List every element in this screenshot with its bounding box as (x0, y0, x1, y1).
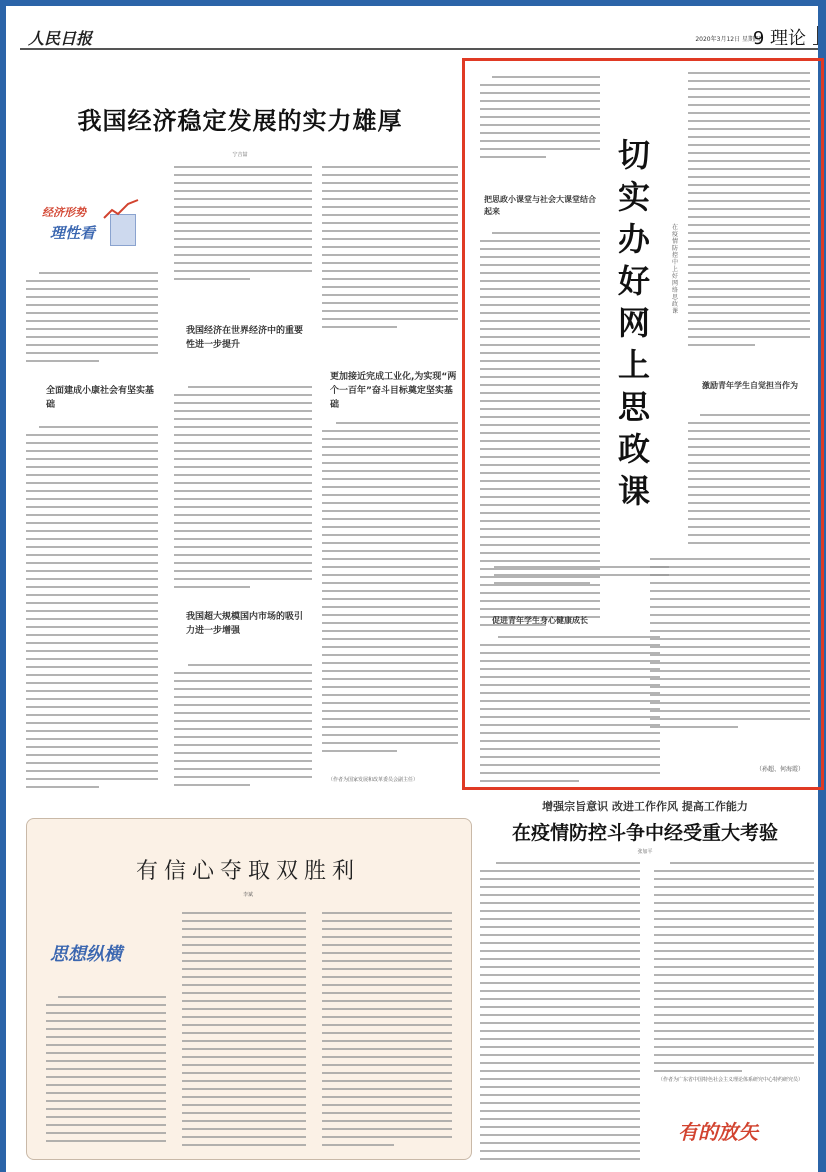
article1-title: 我国经济稳定发展的实力雄厚 (77, 107, 403, 135)
article2-column2b (688, 414, 810, 550)
article4-byline: 李斌 (242, 892, 253, 898)
page-label (753, 24, 806, 50)
article3-title: 在疫情防控斗争中经受重大考验 (511, 822, 778, 844)
page-number: 9 (752, 28, 765, 49)
badge-text: 有的放矢 (678, 1120, 758, 1144)
newspaper-logo: 人民日报 (28, 29, 93, 48)
article3-column2 (654, 862, 814, 1078)
article4-column-badge: 思想纵横 (50, 944, 122, 965)
article4-column1 (46, 996, 166, 1148)
article1-column3 (322, 166, 458, 334)
article4-column3 (322, 912, 452, 1152)
masthead (20, 24, 818, 50)
article1-column2c (174, 664, 312, 792)
article2-subhead-3: 激励青年学生自觉担当作为 (702, 381, 798, 390)
issue-date: 2020年3月12日 星期四 (695, 36, 760, 43)
article1-column2b (174, 386, 312, 594)
article1-subhead-3: 我国超大规模国内市场的吸引力进一步增强 (186, 612, 304, 636)
article2-wide-block (494, 566, 669, 590)
article1-column2 (174, 166, 312, 286)
article3-byline: 张加平 (637, 849, 653, 855)
article1-subhead-1: 全面建成小康社会有坚实基础 (46, 386, 155, 410)
article3-kicker: 增强宗旨意识 改进工作作风 提高工作能力 (542, 800, 748, 813)
article4-title: 有信心夺取双胜利 (135, 859, 360, 884)
section-name: 理论 (770, 28, 806, 49)
article3-column1 (480, 862, 640, 1166)
trend-arrow-icon (102, 198, 142, 222)
article2-column2 (688, 72, 810, 352)
article2-author: （孙超、何海霞） (756, 766, 805, 773)
article1-footnote: （作者为国家发展和改革委员会副主任） (328, 777, 419, 783)
article1-byline: 宁吉喆 (232, 152, 248, 158)
newspaper-page (6, 6, 818, 1172)
article2-subhead-2: 促进青年学生身心健康成长 (492, 616, 588, 625)
article2-column1 (480, 76, 600, 164)
article3-footnote: （作者为广东省中国特色社会主义理论体系研究中心特约研究员） (658, 1077, 804, 1083)
article2-vertical-subtitle: 在疫情防控中上好网络思政课 (672, 224, 679, 315)
corner-bracket (813, 26, 818, 45)
article1-subhead-2: 我国经济在世界经济中的重要性进一步提升 (186, 326, 304, 350)
article2-column1c (480, 636, 660, 788)
article2-subhead-1: 把思政小课堂与社会大课堂结合起来 (484, 195, 596, 216)
article1-column1b (26, 426, 158, 794)
article3-column-badge (678, 1116, 758, 1145)
article1-subhead-4: 更加接近完成工业化,为实现“两个一百年”奋斗目标奠定坚实基础 (330, 372, 457, 410)
economy-column-badge: 经济形势 理性看 (40, 196, 140, 251)
article2-column2c (650, 558, 810, 734)
article1-column1 (26, 272, 158, 368)
article4-column2 (182, 912, 306, 1152)
article2-vertical-title: 切实办好网上思政课 (617, 136, 650, 510)
article1-column3b (322, 422, 458, 758)
